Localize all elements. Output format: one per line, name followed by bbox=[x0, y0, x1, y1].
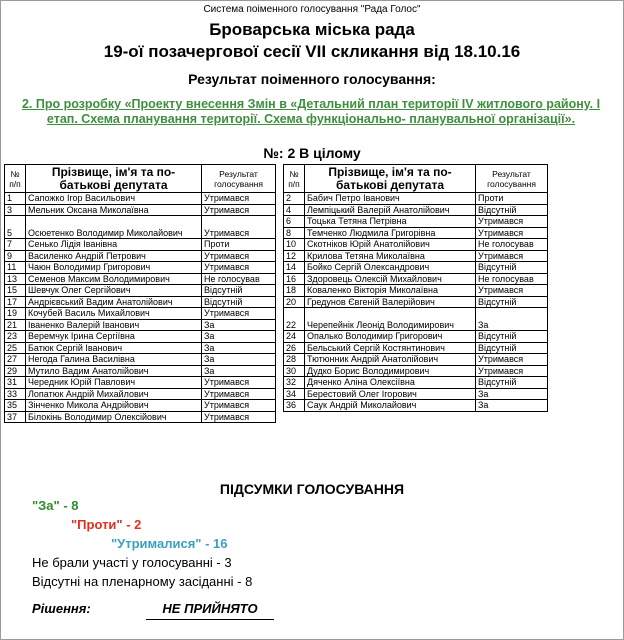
deputy-name: Чаюн Володимир Григорович bbox=[26, 262, 202, 274]
row-number: 4 bbox=[284, 204, 305, 216]
system-title: Система поіменного голосування "Рада Голос" bbox=[203, 4, 421, 15]
summary-vidsutni: Відсутні на пленарному засіданні - 8 bbox=[32, 574, 253, 589]
deputy-name: Коваленко Вікторія Миколаївна bbox=[305, 285, 476, 297]
row-number: 16 bbox=[284, 273, 305, 285]
row-number: 27 bbox=[5, 354, 26, 366]
table-row bbox=[5, 296, 276, 308]
deputy-name: Лопатюк Андрій Михайлович bbox=[26, 388, 202, 400]
deputy-name: Тютюнник Андрій Анатолійович bbox=[305, 354, 476, 366]
decision-label: Рішення: bbox=[32, 601, 91, 616]
row-number: 20 bbox=[284, 296, 305, 308]
table-row bbox=[284, 239, 548, 251]
deputy-name: Андрієвський Вадим Анатолійович bbox=[26, 296, 202, 308]
name-header: Прізвище, ім'я та по-батькові депутата bbox=[26, 165, 202, 193]
table-row bbox=[5, 319, 276, 331]
vote-result: Утримався bbox=[202, 250, 276, 262]
num-header: № п/п bbox=[5, 165, 26, 193]
row-number: 14 bbox=[284, 262, 305, 274]
deputy-name: Дяченко Аліна Олексіївна bbox=[305, 377, 476, 389]
table-row bbox=[284, 377, 548, 389]
table-row bbox=[5, 377, 276, 389]
name-header: Прізвище, ім'я та по-батькові депутата bbox=[305, 165, 476, 193]
vote-table-left bbox=[4, 164, 276, 423]
table-row bbox=[5, 216, 276, 239]
vote-result: Утримався bbox=[202, 308, 276, 320]
vote-result: Утримався bbox=[476, 365, 548, 377]
row-number: 11 bbox=[5, 262, 26, 274]
row-number: 15 bbox=[5, 285, 26, 297]
table-row bbox=[284, 193, 548, 205]
vote-result: Утримався bbox=[476, 216, 548, 228]
table-header-row bbox=[284, 165, 548, 193]
row-number: 25 bbox=[5, 342, 26, 354]
table-row bbox=[5, 354, 276, 366]
table-row bbox=[284, 308, 548, 331]
num-header: № п/п bbox=[284, 165, 305, 193]
deputy-name: Іваненко Валерій Іванович bbox=[26, 319, 202, 331]
row-number: 8 bbox=[284, 227, 305, 239]
vote-result: Відсутній bbox=[476, 331, 548, 343]
vote-result: Відсутній bbox=[202, 285, 276, 297]
agenda-topic: 2. Про розробку «Проекту внесення Змін в «Детальний план території IV житлового району. І етап. Схема планування території. Схема функціонально- планувальної організації». bbox=[21, 97, 601, 126]
table-row bbox=[284, 216, 548, 228]
deputy-name: Веремчук Ірина Сергіївна bbox=[26, 331, 202, 343]
row-number: 30 bbox=[284, 365, 305, 377]
row-number: 28 bbox=[284, 354, 305, 366]
row-number: 35 bbox=[5, 400, 26, 412]
summary-ne-braly: Не брали участі у голосуванні - 3 bbox=[32, 555, 232, 570]
row-number: 31 bbox=[5, 377, 26, 389]
table-row bbox=[5, 365, 276, 377]
row-number: 34 bbox=[284, 388, 305, 400]
vote-result: Відсутній bbox=[476, 204, 548, 216]
table-row bbox=[284, 331, 548, 343]
table-header-row bbox=[5, 165, 276, 193]
deputy-name: Черепейнік Леонід Володимирович bbox=[305, 308, 476, 331]
summary-za: "За" - 8 bbox=[32, 498, 79, 513]
session-title: 19-ої позачергової сесії VII скликання від 18.10.16 bbox=[103, 42, 521, 61]
council-name: Броварська міська рада bbox=[209, 20, 415, 39]
table-row bbox=[284, 365, 548, 377]
row-number: 24 bbox=[284, 331, 305, 343]
table-row bbox=[5, 342, 276, 354]
table-row bbox=[5, 308, 276, 320]
deputy-name: Тоцька Тетяна Петрівна bbox=[305, 216, 476, 228]
vote-result: За bbox=[476, 388, 548, 400]
row-number: 21 bbox=[5, 319, 26, 331]
table-row bbox=[284, 342, 548, 354]
deputy-name: Здоровець Олексій Михайлович bbox=[305, 273, 476, 285]
deputy-name: Лемпіцький Валерій Анатолійович bbox=[305, 204, 476, 216]
vote-result: Утримався bbox=[202, 204, 276, 216]
vote-result: За bbox=[202, 342, 276, 354]
vote-result: Відсутній bbox=[476, 262, 548, 274]
row-number: 19 bbox=[5, 308, 26, 320]
table-row bbox=[5, 411, 276, 423]
row-number: 22 bbox=[284, 308, 305, 331]
deputy-name: Зінченко Микола Андрійович bbox=[26, 400, 202, 412]
deputy-name: Осюетенко Володимир Миколайович bbox=[26, 216, 202, 239]
row-number: 26 bbox=[284, 342, 305, 354]
row-number: 7 bbox=[5, 239, 26, 251]
vote-result: За bbox=[202, 319, 276, 331]
summary-utrymalysia: "Утрималися" - 16 bbox=[111, 536, 228, 551]
vote-result: Утримався bbox=[202, 388, 276, 400]
row-number: 33 bbox=[5, 388, 26, 400]
deputy-name: Василенко Андрій Петрович bbox=[26, 250, 202, 262]
decision-value: НЕ ПРИЙНЯТО bbox=[146, 601, 274, 620]
table-row bbox=[284, 204, 548, 216]
table-row bbox=[5, 388, 276, 400]
deputy-name: Бабич Петро Іванович bbox=[305, 193, 476, 205]
deputy-name: Семенов Максим Володимирович bbox=[26, 273, 202, 285]
row-number: 17 bbox=[5, 296, 26, 308]
deputy-name: Кочубей Василь Михайлович bbox=[26, 308, 202, 320]
vote-result: За bbox=[202, 365, 276, 377]
row-number: 18 bbox=[284, 285, 305, 297]
deputy-name: Саук Андрій Миколайович bbox=[305, 400, 476, 412]
deputy-name: Бельський Сергій Костянтинович bbox=[305, 342, 476, 354]
vote-result: Відсутній bbox=[476, 296, 548, 308]
table-row bbox=[284, 227, 548, 239]
row-number: 3 bbox=[5, 204, 26, 216]
deputy-name: Сапожко Ігор Васильович bbox=[26, 193, 202, 205]
table-row bbox=[284, 250, 548, 262]
vote-number: №: 2 В цілому bbox=[263, 145, 361, 161]
vote-result: Утримався bbox=[202, 411, 276, 423]
row-number: 32 bbox=[284, 377, 305, 389]
row-number: 10 bbox=[284, 239, 305, 251]
table-row bbox=[5, 331, 276, 343]
row-number: 5 bbox=[5, 216, 26, 239]
vote-result: Не голосував bbox=[476, 273, 548, 285]
deputy-name: Негода Галина Василівна bbox=[26, 354, 202, 366]
row-number: 37 bbox=[5, 411, 26, 423]
summary-proty: "Проти" - 2 bbox=[71, 517, 142, 532]
result-heading: Результат поіменного голосування: bbox=[188, 71, 436, 87]
row-number: 29 bbox=[5, 365, 26, 377]
vote-result: Не голосував bbox=[476, 239, 548, 251]
vote-result: За bbox=[476, 400, 548, 412]
deputy-name: Берестовий Олег Ігорович bbox=[305, 388, 476, 400]
vote-table-right bbox=[283, 164, 548, 412]
vote-result: Утримався bbox=[202, 400, 276, 412]
vote-result: Утримався bbox=[202, 377, 276, 389]
vote-result: Утримався bbox=[202, 216, 276, 239]
table-row bbox=[284, 354, 548, 366]
table-row bbox=[284, 388, 548, 400]
table-row bbox=[5, 204, 276, 216]
vote-result: Відсутній bbox=[476, 342, 548, 354]
deputy-name: Білокінь Володимир Олексійович bbox=[26, 411, 202, 423]
summary-title: ПІДСУМКИ ГОЛОСУВАННЯ bbox=[219, 481, 405, 497]
vote-result: Утримався bbox=[476, 250, 548, 262]
deputy-name: Темченко Людмила Григорівна bbox=[305, 227, 476, 239]
deputy-name: Шевчук Олег Сергійович bbox=[26, 285, 202, 297]
deputy-name: Мельник Оксана Миколаївна bbox=[26, 204, 202, 216]
vote-result: Відсутній bbox=[476, 377, 548, 389]
vote-result: Утримався bbox=[476, 227, 548, 239]
vote-result: Проти bbox=[202, 239, 276, 251]
deputy-name: Батюк Сергій Іванович bbox=[26, 342, 202, 354]
deputy-name: Крилова Тетяна Миколаївна bbox=[305, 250, 476, 262]
deputy-name: Дудко Борис Володимирович bbox=[305, 365, 476, 377]
table-row bbox=[5, 273, 276, 285]
row-number: 13 bbox=[5, 273, 26, 285]
table-row bbox=[5, 262, 276, 274]
row-number: 1 bbox=[5, 193, 26, 205]
deputy-name: Опалько Володимир Григорович bbox=[305, 331, 476, 343]
table-row bbox=[5, 400, 276, 412]
table-row bbox=[5, 193, 276, 205]
table-row bbox=[284, 273, 548, 285]
deputy-name: Гредунов Євгеній Валерійович bbox=[305, 296, 476, 308]
vote-result: Не голосував bbox=[202, 273, 276, 285]
vote-result: Проти bbox=[476, 193, 548, 205]
row-number: 23 bbox=[5, 331, 26, 343]
vote-result: За bbox=[476, 308, 548, 331]
vote-result: Утримався bbox=[476, 354, 548, 366]
vote-result: За bbox=[202, 354, 276, 366]
vote-result: Утримався bbox=[202, 262, 276, 274]
row-number: 6 bbox=[284, 216, 305, 228]
table-row bbox=[284, 262, 548, 274]
result-header: Результат голосування bbox=[476, 165, 548, 193]
deputy-name: Бойко Сергій Олександрович bbox=[305, 262, 476, 274]
deputy-name: Скотніков Юрій Анатолійович bbox=[305, 239, 476, 251]
result-header: Результат голосування bbox=[202, 165, 276, 193]
table-row bbox=[5, 239, 276, 251]
row-number: 2 bbox=[284, 193, 305, 205]
vote-result: Утримався bbox=[202, 193, 276, 205]
row-number: 12 bbox=[284, 250, 305, 262]
row-number: 36 bbox=[284, 400, 305, 412]
vote-result: Відсутній bbox=[202, 296, 276, 308]
table-row bbox=[284, 296, 548, 308]
vote-result: За bbox=[202, 331, 276, 343]
deputy-name: Мутило Вадим Анатолійович bbox=[26, 365, 202, 377]
table-row bbox=[5, 250, 276, 262]
deputy-name: Чередник Юрій Павлович bbox=[26, 377, 202, 389]
table-row bbox=[284, 285, 548, 297]
table-row bbox=[284, 400, 548, 412]
vote-result: Утримався bbox=[476, 285, 548, 297]
row-number: 9 bbox=[5, 250, 26, 262]
deputy-name: Сенько Лідія Іванівна bbox=[26, 239, 202, 251]
table-row bbox=[5, 285, 276, 297]
